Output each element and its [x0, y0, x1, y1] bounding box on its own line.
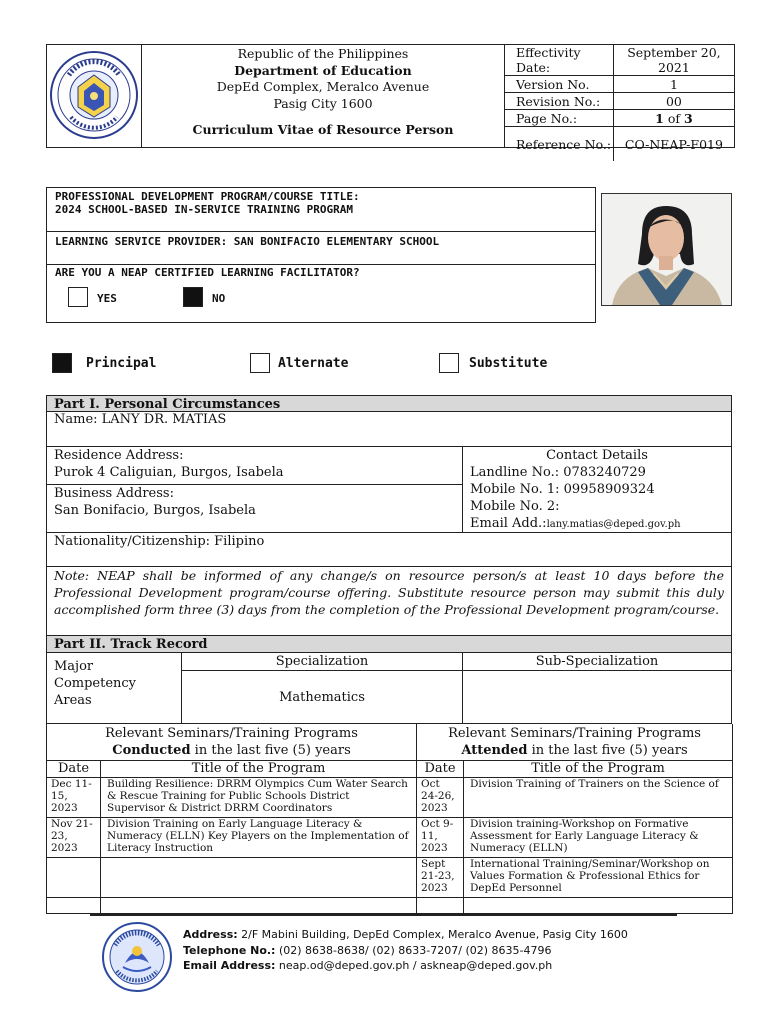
- major-competency-label: Major Competency Areas: [47, 653, 182, 724]
- org-line-city: Pasig City 1600: [273, 95, 373, 111]
- meta-label: Reference No.:: [516, 136, 612, 152]
- address-contact-block: [46, 447, 732, 533]
- program-title-value: 2024 SCHOOL-BASED IN-SERVICE TRAINING PROGRAM: [55, 203, 354, 216]
- name-text: Name: LANY DR. MATIAS: [54, 412, 227, 427]
- attended-title: International Training/Seminar/Workshop on Values Formation & Professional Ethics for DepEd Personnel: [464, 858, 733, 898]
- neap-row: [47, 265, 595, 322]
- deped-seal-logo: [47, 45, 141, 147]
- name-field: [46, 412, 732, 447]
- conducted-header-line1: Relevant Seminars/Training Programs: [105, 726, 358, 741]
- meta-label: Page No.:: [505, 110, 613, 127]
- conducted-date: [47, 898, 101, 914]
- role-principal-checkbox[interactable]: [52, 353, 72, 373]
- meta-value: CO-NEAP-F019: [613, 127, 734, 162]
- contact-details-cell: [462, 447, 732, 533]
- email-row: [470, 515, 724, 532]
- contact-heading: Contact Details: [546, 448, 648, 463]
- neap-yes-checkbox[interactable]: [68, 287, 88, 307]
- conducted-bold: Conducted: [112, 743, 191, 758]
- attended-title: [464, 898, 733, 914]
- landline-text: Landline No.: 0783240729: [470, 465, 646, 480]
- footer-email-value: neap.od@deped.gov.ph / askneap@deped.gov.ph: [275, 959, 553, 972]
- note-block: [46, 567, 732, 636]
- nationality-text: Nationality/Citizenship: Filipino: [54, 534, 265, 549]
- resource-person-photo: [601, 193, 732, 306]
- attended-date: Sept 21-23, 2023: [417, 858, 464, 898]
- attended-date: Oct 24-26, 2023: [417, 778, 464, 818]
- part2-heading: Part II. Track Record: [46, 636, 732, 653]
- residence-address-cell: [46, 447, 463, 485]
- table-row: [47, 858, 733, 898]
- attended-header: [417, 724, 733, 761]
- title-col-header: Title of the Program: [464, 761, 733, 778]
- neap-no-checkbox[interactable]: [183, 287, 203, 307]
- footer-rule: [90, 914, 677, 916]
- role-alternate-checkbox[interactable]: [250, 353, 270, 373]
- conducted-date: Dec 11-15, 2023: [47, 778, 101, 818]
- footer-address: [183, 927, 628, 943]
- attended-bold: Attended: [461, 743, 528, 758]
- meta-row: [505, 127, 734, 162]
- footer-phone: [183, 943, 628, 959]
- attended-title: Division Training of Trainers on the Science of: [464, 778, 733, 818]
- conducted-title: Division Training on Early Language Literacy & Numeracy (ELLN) Key Players on the Implementation of Literacy Instruction: [101, 818, 417, 858]
- neap-yes-label: YES: [97, 292, 117, 305]
- page-current: 1: [655, 110, 664, 126]
- neap-logo: [101, 921, 173, 993]
- attended-rest: in the last five (5) years: [527, 743, 688, 758]
- table-row: [47, 898, 733, 914]
- specialization-value: Mathematics: [182, 671, 463, 724]
- program-title-row: [47, 188, 595, 232]
- document-title: Curriculum Vitae of Resource Person: [192, 122, 454, 137]
- role-substitute-label: Substitute: [469, 356, 548, 371]
- meta-label: Revision No.:: [505, 93, 613, 110]
- footer-phone-value: (02) 8638-8638/ (02) 8633-7207/ (02) 8635-4796: [275, 943, 552, 957]
- meta-row: [505, 76, 734, 93]
- page-of: of: [663, 110, 684, 126]
- header-org-block: [142, 45, 505, 147]
- track-record-table: [46, 724, 733, 914]
- title-col-header: Title of the Program: [101, 761, 417, 778]
- table-row: [47, 818, 733, 858]
- meta-value: [613, 110, 734, 127]
- meta-value: 1: [613, 76, 734, 93]
- meta-row: [505, 110, 734, 127]
- email-value: lany.matias@deped.gov.ph: [546, 519, 681, 530]
- conducted-rest: in the last five (5) years: [190, 743, 351, 758]
- business-label: Business Address:: [54, 486, 174, 501]
- footer-text: [183, 927, 628, 974]
- part1-heading: Part I. Personal Circumstances: [46, 395, 732, 412]
- neap-seal-icon: [101, 921, 173, 993]
- conducted-header-line2: [48, 742, 415, 759]
- page-total: 3: [683, 110, 693, 126]
- meta-row: [505, 93, 734, 110]
- date-col-header: Date: [417, 761, 464, 778]
- subspecialization-value: [463, 671, 732, 724]
- cv-form: [46, 395, 732, 914]
- table-row: [47, 778, 733, 818]
- org-line-republic: Republic of the Philippines: [237, 46, 409, 61]
- neap-question: ARE YOU A NEAP CERTIFIED LEARNING FACILITATOR?: [55, 266, 360, 279]
- neap-no-label: NO: [212, 292, 226, 305]
- note-text: Note: NEAP shall be informed of any change/s on resource person/s at least 10 days before the Professional Development program/course offering. Substitute resource person may submit this duly accomplished form three (3) days from the completion of the Professional Development program/course.: [54, 568, 724, 617]
- business-address-cell: [46, 485, 463, 533]
- footer-email-label: Email Address:: [183, 959, 276, 972]
- document-meta: [505, 45, 734, 152]
- program-box: [46, 187, 596, 323]
- footer-address-label: Address:: [183, 928, 238, 941]
- specialization-header: Specialization: [182, 653, 463, 671]
- deped-logo-cell: [47, 45, 142, 147]
- meta-value: 00: [613, 93, 734, 110]
- attended-header-line1: Relevant Seminars/Training Programs: [448, 726, 701, 741]
- nationality-field: [46, 533, 732, 567]
- org-line-complex: DepEd Complex, Meralco Avenue: [216, 79, 430, 94]
- business-value: San Bonifacio, Burgos, Isabela: [54, 503, 256, 518]
- meta-value: September 20, 2021: [613, 45, 734, 76]
- conducted-date: [47, 858, 101, 898]
- conducted-header: [47, 724, 417, 761]
- residence-value: Purok 4 Caliguian, Burgos, Isabela: [54, 465, 284, 480]
- subspecialization-header: Sub-Specialization: [463, 653, 732, 671]
- meta-row: [505, 45, 734, 76]
- conducted-title: Building Resilience: DRRM Olympics Cum Water Search & Rescue Training for Public Schools District Supervisor & District DRRM Coordinators: [101, 778, 417, 818]
- date-col-header: Date: [47, 761, 101, 778]
- attended-date: Oct 9-11, 2023: [417, 818, 464, 858]
- program-title-label: PROFESSIONAL DEVELOPMENT PROGRAM/COURSE TITLE:: [55, 190, 360, 203]
- attended-title: Division training-Workshop on Formative Assessment for Early Language Literacy & Numeracy (ELLN): [464, 818, 733, 858]
- conducted-title: [101, 858, 417, 898]
- document-header: [46, 44, 735, 152]
- meta-label: Version No.: [505, 76, 613, 93]
- provider-row: [47, 232, 595, 265]
- email-label: Email Add.:: [470, 516, 547, 531]
- conducted-title: [101, 898, 417, 914]
- role-substitute-checkbox[interactable]: [439, 353, 459, 373]
- footer-email: [183, 958, 628, 974]
- portrait-image: [602, 194, 731, 305]
- provider-text: LEARNING SERVICE PROVIDER: SAN BONIFACIO ELEMENTARY SCHOOL: [55, 235, 440, 248]
- attended-header-line2: [418, 742, 731, 759]
- org-line-department: Department of Education: [234, 62, 412, 78]
- mobile1-text: Mobile No. 1: 09958909324: [470, 482, 655, 497]
- competency-table: [46, 653, 732, 724]
- role-alternate-label: Alternate: [278, 356, 349, 371]
- residence-label: Residence Address:: [54, 448, 184, 463]
- conducted-date: Nov 21-23, 2023: [47, 818, 101, 858]
- footer-address-value: 2/F Mabini Building, DepEd Complex, Meralco Avenue, Pasig City 1600: [237, 928, 628, 941]
- footer-phone-label: Telephone No.:: [183, 943, 276, 957]
- role-principal-label: Principal: [86, 356, 157, 371]
- attended-date: [417, 898, 464, 914]
- mobile2-text: Mobile No. 2:: [470, 499, 560, 514]
- meta-label: Effectivity Date:: [505, 45, 613, 76]
